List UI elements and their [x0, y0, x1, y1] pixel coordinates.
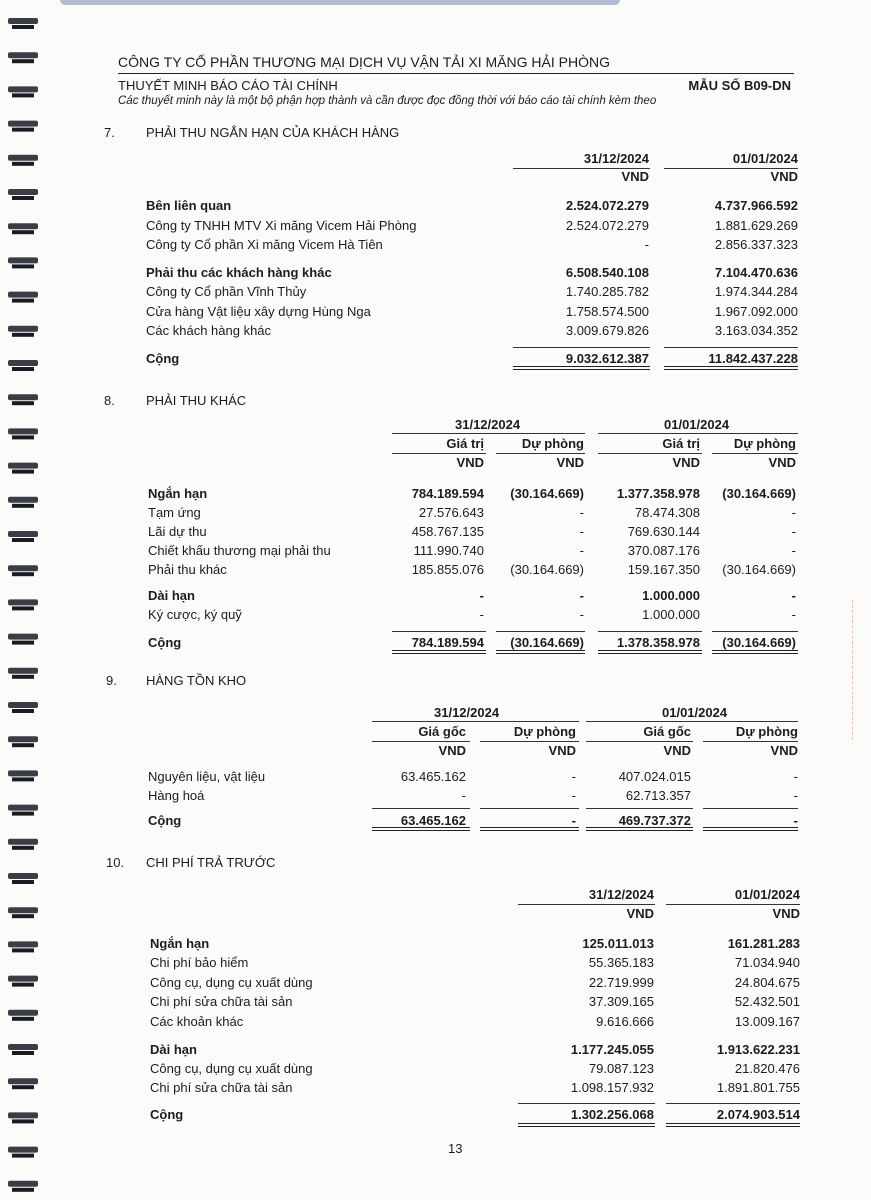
- section-7-number: 7.: [104, 125, 115, 140]
- s9-unit-3: VND: [663, 743, 691, 758]
- s7-date-1: 31/12/2024: [583, 151, 649, 166]
- s8-row-value: -: [791, 505, 796, 520]
- s9-head-2: Dự phòng: [513, 724, 576, 739]
- s8-row-value: 1.378.358.978: [616, 635, 700, 650]
- s9-row-value: -: [793, 788, 798, 803]
- s10-row-value-2024: 55.365.183: [588, 955, 654, 970]
- spiral-coil-shadow: [12, 538, 34, 542]
- s9-col-rule-4: [703, 741, 798, 742]
- s9-row-value: -: [571, 788, 576, 803]
- s8-total-double-1: [392, 650, 486, 654]
- company-name: CÔNG TY CỔ PHẦN THƯƠNG MẠI DỊCH VỤ VẬN TẢI XI MĂNG HẢI PHÒNG: [118, 54, 610, 70]
- s8-row-value: (30.164.669): [510, 486, 584, 501]
- s7-row-value-2023: 4.737.966.592: [714, 198, 798, 213]
- spiral-coil-shadow: [12, 230, 34, 234]
- s10-row-label: Dài hạn: [150, 1042, 197, 1057]
- s10-total-rule-2: [666, 1103, 800, 1104]
- s10-row-value-2024: 1.177.245.055: [570, 1042, 654, 1057]
- spiral-coil: [8, 223, 38, 229]
- s7-row-label: Công ty Cổ phần Vĩnh Thủy: [146, 284, 307, 299]
- s8-row-value: -: [579, 607, 584, 622]
- spiral-coil-shadow: [12, 709, 34, 713]
- spiral-coil-shadow: [12, 25, 34, 29]
- s10-date-1: 31/12/2024: [588, 887, 654, 902]
- s8-row-value: 458.767.135: [411, 524, 484, 539]
- s7-row-value-2023: 1.967.092.000: [714, 304, 798, 319]
- s8-row-label: Chiết khấu thương mại phải thu: [148, 543, 331, 558]
- s10-row-label: Cộng: [150, 1107, 184, 1122]
- spiral-coil: [8, 1112, 38, 1118]
- spiral-coil-shadow: [12, 435, 34, 439]
- spiral-coil-shadow: [12, 401, 34, 405]
- s10-row-value-2024: 1.302.256.068: [570, 1107, 654, 1122]
- spiral-coil-shadow: [12, 299, 34, 303]
- s9-row-value: 469.737.372: [618, 813, 691, 828]
- s8-col-rule-2: [496, 453, 585, 454]
- s8-row-value: (30.164.669): [722, 562, 796, 577]
- spiral-coil: [8, 634, 38, 640]
- spiral-coil: [8, 770, 38, 776]
- s9-unit-4: VND: [770, 743, 798, 758]
- spiral-coil: [8, 497, 38, 503]
- s8-row-label: Dài hạn: [148, 588, 195, 603]
- spiral-coil: [8, 702, 38, 708]
- s9-total-rule-3: [586, 808, 693, 809]
- s9-col-rule-1: [372, 741, 470, 742]
- s8-row-value: 78.474.308: [634, 505, 700, 520]
- spiral-coil: [8, 805, 38, 811]
- s8-row-value: (30.164.669): [510, 562, 584, 577]
- spiral-coil-shadow: [12, 812, 34, 816]
- s7-row-value-2024: 2.524.072.279: [565, 198, 649, 213]
- s8-row-value: -: [791, 524, 796, 539]
- section-10-title: CHI PHÍ TRẢ TRƯỚC: [146, 855, 276, 870]
- spiral-coil-shadow: [12, 1188, 34, 1192]
- spiral-coil-shadow: [12, 983, 34, 987]
- s7-row-label: Bên liên quan: [146, 198, 232, 213]
- s10-row-value-2024: 9.616.666: [596, 1014, 654, 1029]
- s8-row-value: -: [579, 505, 584, 520]
- spiral-coil-shadow: [12, 1051, 34, 1055]
- header-note: Các thuyết minh này là một bộ phận hợp thành và cần được đọc đồng thời với báo cáo tài chính kèm theo: [118, 95, 657, 107]
- s8-row-value: 784.189.594: [411, 635, 484, 650]
- s10-row-value-2023: 52.432.501: [734, 994, 800, 1009]
- spiral-coil: [8, 463, 38, 469]
- s8-col-rule-4: [712, 453, 798, 454]
- spiral-coil: [8, 360, 38, 366]
- s8-unit-1: VND: [456, 455, 484, 470]
- s10-row-value-2023: 161.281.283: [727, 936, 800, 951]
- s9-total-rule-1: [372, 808, 470, 809]
- s10-total-rule-1: [518, 1103, 655, 1104]
- s8-row-value: 769.630.144: [627, 524, 700, 539]
- s8-row-label: Ngắn hạn: [148, 486, 208, 501]
- s7-row-value-2024: 1.740.285.782: [565, 284, 649, 299]
- s8-date-2: 01/01/2024: [664, 417, 730, 432]
- s8-row-label: Phải thu khác: [148, 562, 227, 577]
- section-8-number: 8.: [104, 393, 115, 408]
- s7-row-label: Cửa hàng Vật liệu xây dựng Hùng Nga: [146, 304, 371, 319]
- s8-unit-4: VND: [768, 455, 796, 470]
- s8-head-4: Dự phòng: [733, 436, 796, 451]
- s9-col-rule-2: [480, 741, 579, 742]
- spiral-coil: [8, 1010, 38, 1016]
- s7-row-value-2024: -: [644, 237, 649, 252]
- s8-group-rule-1: [392, 433, 585, 434]
- s10-row-value-2023: 71.034.940: [734, 955, 800, 970]
- s7-row-value-2024: 1.758.574.500: [565, 304, 649, 319]
- s7-row-value-2023: 11.842.437.228: [708, 351, 798, 366]
- spiral-coil: [8, 976, 38, 982]
- spiral-coil-shadow: [12, 333, 34, 337]
- s9-col-rule-3: [586, 741, 693, 742]
- s7-total-double-1: [513, 366, 650, 370]
- s8-row-value: 784.189.594: [411, 486, 484, 501]
- section-9-number: 9.: [106, 673, 117, 688]
- s10-row-label: Ngắn hạn: [150, 936, 210, 951]
- s10-row-value-2024: 125.011.013: [582, 936, 654, 951]
- spiral-coil-shadow: [12, 504, 34, 508]
- s8-unit-3: VND: [672, 455, 700, 470]
- s9-head-1: Giá gốc: [418, 724, 466, 739]
- s8-row-label: Tạm ứng: [148, 505, 201, 520]
- s9-unit-1: VND: [438, 743, 466, 758]
- s10-date-2: 01/01/2024: [734, 887, 800, 902]
- s7-row-value-2024: 9.032.612.387: [565, 351, 649, 366]
- s9-group-rule-2: [586, 721, 798, 722]
- s10-col1-rule: [518, 904, 655, 905]
- s9-row-label: Cộng: [148, 813, 182, 828]
- spiral-coil: [8, 1181, 38, 1187]
- s7-row-value-2024: 6.508.540.108: [565, 265, 649, 280]
- s10-row-value-2023: 2.074.903.514: [716, 1107, 800, 1122]
- s10-row-value-2024: 22.719.999: [588, 975, 654, 990]
- s7-unit-1: VND: [621, 169, 649, 184]
- spiral-coil-shadow: [12, 162, 34, 166]
- s8-total-double-3: [598, 650, 702, 654]
- spiral-coil: [8, 736, 38, 742]
- s10-row-value-2023: 13.009.167: [734, 1014, 800, 1029]
- spiral-coil-shadow: [12, 641, 34, 645]
- spiral-coil-shadow: [12, 1119, 34, 1123]
- s8-total-rule-3: [598, 631, 702, 632]
- s8-unit-2: VND: [556, 455, 584, 470]
- s9-head-3: Giá gốc: [643, 724, 691, 739]
- s8-row-value: 1.377.358.978: [616, 486, 700, 501]
- spiral-coil-shadow: [12, 606, 34, 610]
- spiral-coil: [8, 18, 38, 24]
- spiral-coil: [8, 873, 38, 879]
- s7-total-double-2: [664, 366, 798, 370]
- s9-total-double-1: [372, 827, 470, 831]
- s10-col2-rule: [666, 904, 800, 905]
- s10-row-value-2023: 1.913.622.231: [716, 1042, 800, 1057]
- s10-row-value-2024: 79.087.123: [588, 1061, 654, 1076]
- s10-total-double-2: [666, 1123, 800, 1127]
- s8-row-label: Cộng: [148, 635, 182, 650]
- spiral-coil-shadow: [12, 914, 34, 918]
- s7-row-value-2024: 2.524.072.279: [565, 218, 649, 233]
- stamp-mark: [852, 600, 867, 740]
- s9-row-value: -: [571, 813, 576, 828]
- s9-row-label: Hàng hoá: [148, 788, 205, 803]
- s7-row-label: Công ty TNHH MTV Xi măng Vicem Hải Phòng: [146, 218, 417, 233]
- spiral-coil-shadow: [12, 367, 34, 371]
- s9-total-double-2: [480, 827, 579, 831]
- s8-row-value: 370.087.176: [627, 543, 700, 558]
- s7-row-label: Các khách hàng khác: [146, 323, 272, 338]
- s7-row-label: Công ty Cổ phần Xi măng Vicem Hà Tiên: [146, 237, 383, 252]
- s7-row-label: Phải thu các khách hàng khác: [146, 265, 332, 280]
- spiral-coil: [8, 189, 38, 195]
- s9-total-rule-2: [480, 808, 579, 809]
- s8-row-value: 159.167.350: [627, 562, 700, 577]
- s9-total-rule-4: [703, 808, 798, 809]
- spiral-coil: [8, 1044, 38, 1050]
- s10-unit-1: VND: [626, 906, 654, 921]
- s8-head-2: Dự phòng: [521, 436, 584, 451]
- s8-row-value: -: [579, 524, 584, 539]
- spiral-coil-shadow: [12, 264, 34, 268]
- s8-row-value: 1.000.000: [642, 588, 700, 603]
- s8-row-value: 185.855.076: [411, 562, 484, 577]
- s7-row-label: Cộng: [146, 351, 180, 366]
- spiral-coil: [8, 326, 38, 332]
- spiral-coil-shadow: [12, 846, 34, 850]
- s8-row-value: 27.576.643: [418, 505, 484, 520]
- s9-unit-2: VND: [548, 743, 576, 758]
- s9-date-2: 01/01/2024: [662, 705, 728, 720]
- s10-row-label: Công cụ, dụng cụ xuất dùng: [150, 1061, 313, 1076]
- header-rule: [118, 73, 794, 74]
- spiral-coil: [8, 428, 38, 434]
- s7-row-value-2024: 3.009.679.826: [565, 323, 649, 338]
- s9-group-rule-1: [372, 721, 579, 722]
- s9-row-value: 407.024.015: [618, 769, 691, 784]
- section-9-title: HÀNG TỒN KHO: [146, 673, 247, 688]
- spiral-coil-shadow: [12, 1154, 34, 1158]
- s9-total-double-4: [703, 827, 798, 831]
- spiral-coil: [8, 292, 38, 298]
- s8-total-double-4: [712, 650, 798, 654]
- s8-total-rule-4: [712, 631, 798, 632]
- spiral-coil-shadow: [12, 777, 34, 781]
- s8-row-value: -: [791, 543, 796, 558]
- s10-row-label: Công cụ, dụng cụ xuất dùng: [150, 975, 313, 990]
- spiral-coil: [8, 941, 38, 947]
- spiral-coil: [8, 1078, 38, 1084]
- s8-head-1: Giá trị: [446, 436, 484, 451]
- top-edge-shadow: [60, 0, 620, 5]
- page-number: 13: [448, 1141, 463, 1156]
- s8-row-value: (30.164.669): [722, 486, 796, 501]
- spiral-coil: [8, 839, 38, 845]
- s8-head-3: Giá trị: [662, 436, 700, 451]
- spiral-coil: [8, 668, 38, 674]
- s10-total-double-1: [518, 1123, 655, 1127]
- s8-row-value: -: [479, 588, 484, 603]
- s7-row-value-2023: 1.974.344.284: [714, 284, 798, 299]
- spiral-coil-shadow: [12, 59, 34, 63]
- s8-col-rule-3: [598, 453, 702, 454]
- s10-row-label: Chi phí sửa chữa tài sản: [150, 994, 293, 1009]
- s9-row-value: -: [461, 788, 466, 803]
- s10-row-value-2024: 1.098.157.932: [570, 1080, 654, 1095]
- spiral-coil: [8, 121, 38, 127]
- section-10-number: 10.: [106, 855, 125, 870]
- s8-row-value: -: [791, 588, 796, 603]
- s10-row-label: Các khoản khác: [150, 1014, 244, 1029]
- s9-row-value: -: [793, 813, 798, 828]
- spiral-coil: [8, 86, 38, 92]
- s7-date-2: 01/01/2024: [732, 151, 798, 166]
- s7-row-value-2023: 7.104.470.636: [714, 265, 798, 280]
- s9-row-label: Nguyên liệu, vật liệu: [148, 769, 266, 784]
- s8-row-value: 111.990.740: [413, 543, 484, 558]
- s8-total-rule-2: [496, 631, 585, 632]
- s8-total-double-2: [496, 650, 585, 654]
- section-7-title: PHẢI THU NGẮN HẠN CỦA KHÁCH HÀNG: [146, 125, 400, 140]
- s8-group-rule-2: [598, 433, 798, 434]
- spiral-coil-shadow: [12, 675, 34, 679]
- spiral-coil: [8, 531, 38, 537]
- spiral-coil: [8, 907, 38, 913]
- report-title: THUYẾT MINH BÁO CÁO TÀI CHÍNH: [118, 78, 338, 93]
- s8-row-value: 1.000.000: [642, 607, 700, 622]
- s8-row-label: Ký cược, ký quỹ: [148, 607, 242, 622]
- form-code: MẪU SỐ B09-DN: [688, 78, 791, 93]
- spiral-coil-shadow: [12, 196, 34, 200]
- spiral-coil: [8, 155, 38, 161]
- s8-row-value: (30.164.669): [510, 635, 584, 650]
- spiral-coil: [8, 565, 38, 571]
- spiral-coil-shadow: [12, 572, 34, 576]
- spiral-coil-shadow: [12, 1085, 34, 1089]
- s9-row-value: -: [793, 769, 798, 784]
- s10-row-label: Chi phí sửa chữa tài sản: [150, 1080, 293, 1095]
- s8-row-value: -: [791, 607, 796, 622]
- s9-total-double-3: [586, 827, 693, 831]
- s9-row-value: 62.713.357: [625, 788, 691, 803]
- s9-row-value: -: [571, 769, 576, 784]
- spiral-coil-shadow: [12, 948, 34, 952]
- s8-col-rule-1: [392, 453, 486, 454]
- s8-row-value: (30.164.669): [722, 635, 796, 650]
- s8-total-rule-1: [392, 631, 486, 632]
- s7-unit-2: VND: [770, 169, 798, 184]
- s9-row-value: 63.465.162: [400, 769, 466, 784]
- spiral-coil-shadow: [12, 1017, 34, 1021]
- s8-row-label: Lãi dự thu: [148, 524, 207, 539]
- s7-row-value-2023: 2.856.337.323: [714, 237, 798, 252]
- s8-date-1: 31/12/2024: [455, 417, 521, 432]
- s8-row-value: -: [479, 607, 484, 622]
- spiral-coil: [8, 599, 38, 605]
- s7-row-value-2023: 3.163.034.352: [714, 323, 798, 338]
- s7-total-rule-1: [513, 347, 650, 348]
- s10-row-value-2023: 21.820.476: [734, 1061, 800, 1076]
- spiral-coil: [8, 52, 38, 58]
- spiral-coil: [8, 394, 38, 400]
- s9-date-1: 31/12/2024: [434, 705, 500, 720]
- s10-unit-2: VND: [772, 906, 800, 921]
- s10-row-value-2023: 24.804.675: [734, 975, 800, 990]
- s7-total-rule-2: [664, 347, 798, 348]
- spiral-coil: [8, 1147, 38, 1153]
- spiral-coil-shadow: [12, 128, 34, 132]
- spiral-coil-shadow: [12, 93, 34, 97]
- spiral-coil-shadow: [12, 470, 34, 474]
- spiral-coil-shadow: [12, 880, 34, 884]
- section-8-title: PHẢI THU KHÁC: [146, 393, 247, 408]
- s9-head-4: Dự phòng: [735, 724, 798, 739]
- spiral-coil: [8, 257, 38, 263]
- s10-row-value-2024: 37.309.165: [588, 994, 654, 1009]
- spiral-coil-shadow: [12, 743, 34, 747]
- s8-row-value: -: [579, 543, 584, 558]
- s8-row-value: -: [579, 588, 584, 603]
- s10-row-value-2023: 1.891.801.755: [716, 1080, 800, 1095]
- s7-row-value-2023: 1.881.629.269: [714, 218, 798, 233]
- spiral-binding: [0, 0, 46, 1200]
- s10-row-label: Chi phí bảo hiểm: [150, 955, 249, 970]
- s9-row-value: 63.465.162: [400, 813, 466, 828]
